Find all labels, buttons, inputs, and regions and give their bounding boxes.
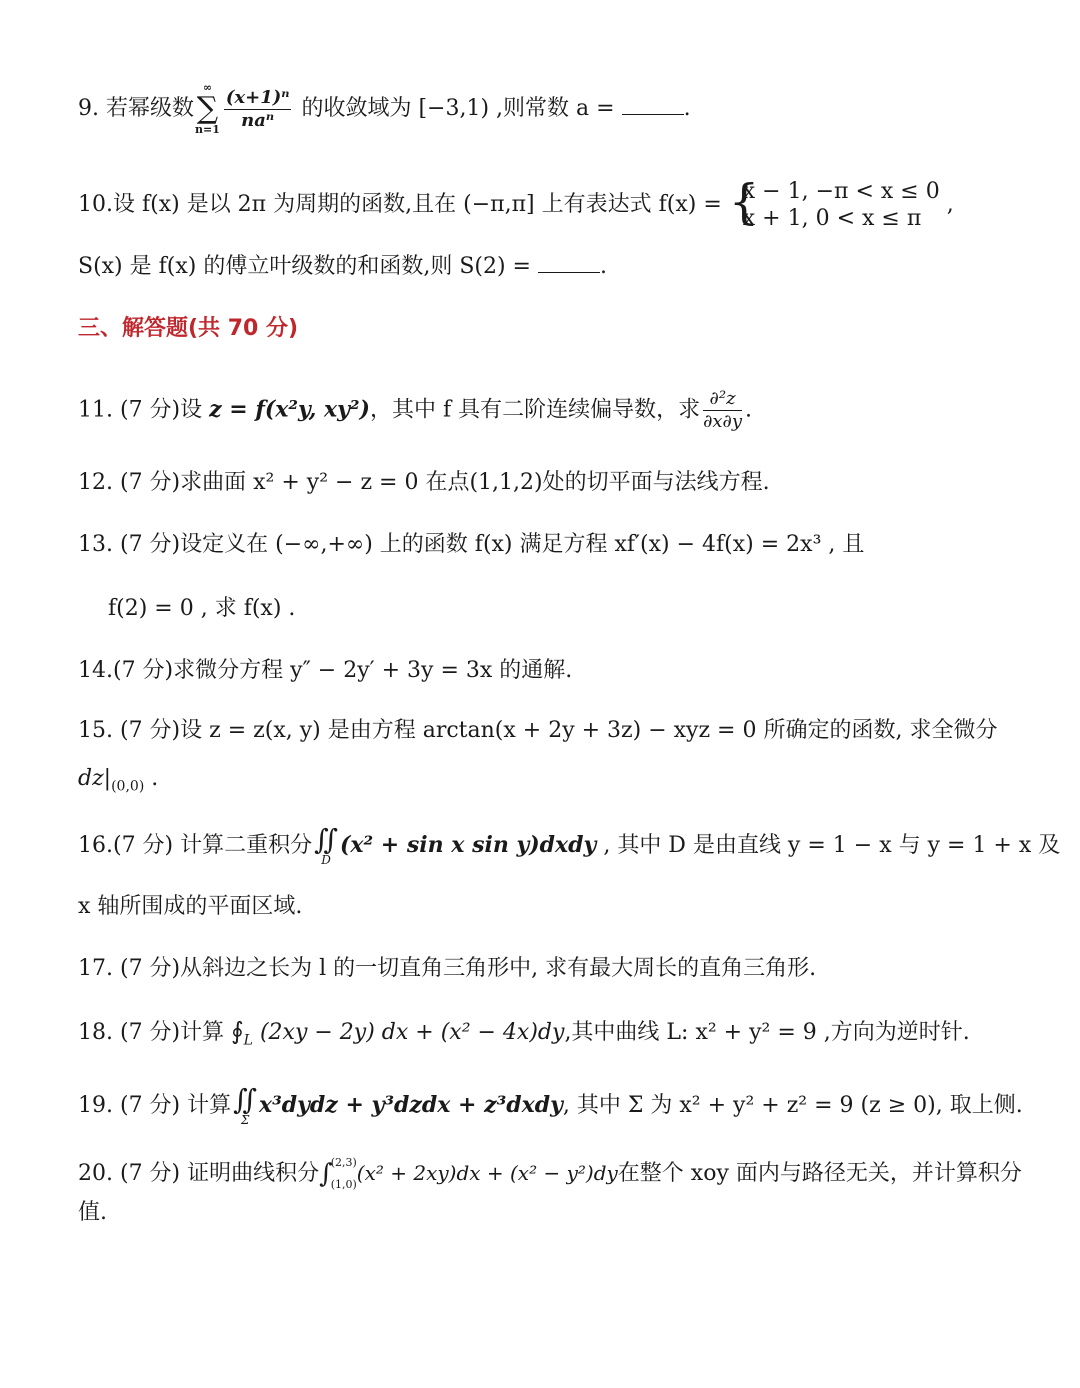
contour-integral-symbol: $∮_L$ <box>231 1017 253 1049</box>
question-18: 18. (7 分)计算 $∮_L$ (2xy − 2y) dx + (x² − 4x)dy,其中曲线 L: x² + y² = 9 ,方向为逆时针. <box>78 1017 970 1049</box>
question-16-line-2: x 轴所围成的平面区域. <box>78 894 303 919</box>
question-16: 16.(7 分) 计算二重积分 ∬ D (x² + sin x sin y)dxdy , 其中 D 是由直线 y = 1 − x 与 y = 1 + x 及 <box>78 823 1061 867</box>
question-10: 10.设 f(x) 是以 2π 为周期的函数,且在 (−π,π] 上有表达式 f(x) = { x − 1, −π < x ≤ 0 x + 1, 0 < x ≤ π , <box>78 174 954 231</box>
question-20-line-2: 值. <box>78 1200 107 1225</box>
q10-label: 10.设 f(x) 是以 2π 为周期的函数,且在 (−π,π] 上有表达式 f(x) = <box>78 192 722 217</box>
line-integral-symbol: ∫ (2,3) (1,0) <box>319 1156 357 1191</box>
section-heading: 三、解答题(共 70 分) <box>78 316 299 341</box>
question-11: 11. (7 分)设 z = f(x²y, xy²)，其中 f 具有二阶连续偏导数，求 $\frac{\text{∂²z}}{\partial x\partial y}$ . <box>78 388 753 432</box>
q18-expression: (2xy − 2y) dx + (x² − 4x)dy <box>259 1020 565 1045</box>
question-14: 14.(7 分)求微分方程 y″ − 2y′ + 3y = 3x 的通解. <box>78 658 573 683</box>
question-13: 13. (7 分)设定义在 (−∞,+∞) 上的函数 f(x) 满足方程 xf′(x) − 4f(x) = 2x³ , 且 <box>78 532 865 557</box>
partial-derivative-fraction: $\frac{\text{∂²z}}{\partial x\partial y}$ <box>703 388 743 432</box>
question-10-line-2: S(x) 是 f(x) 的傅立叶级数的和函数,则 S(2) = . <box>78 254 607 279</box>
q10-answer-blank[interactable] <box>538 252 600 273</box>
summation-symbol: ∞ ∑ n=1 <box>194 81 220 136</box>
question-9: 9. 若幂级数 ∞ ∑ n=1 $\frac{\text{(x+1)ⁿ}}{\text{naⁿ}}$ 的收敛域为 [−3,1) ,则常数 a = . <box>78 81 691 136</box>
double-integral-symbol: ∬ D <box>314 823 338 867</box>
question-12: 12. (7 分)求曲面 x² + y² − z = 0 在点(1,1,2)处的切平面与法线方程. <box>78 470 770 495</box>
question-15-line-2: $dz|_{(0,0)}$ . <box>78 766 159 795</box>
q19-integrand: x³dydz + y³dzdx + z³dxdy <box>258 1092 563 1118</box>
q16-integrand: (x² + sin x sin y)dxdy <box>339 832 597 858</box>
q9-text: 的收敛域为 [−3,1) ,则常数 a = <box>301 96 622 121</box>
q9-answer-blank[interactable] <box>622 94 684 115</box>
question-19: 19. (7 分) 计算 ∬ Σ x³dydz + y³dzdx + z³dxdy, 其中 Σ 为 x² + y² + z² = 9 (z ≥ 0), 取上侧. <box>78 1083 1023 1127</box>
piecewise-function: { x − 1, −π < x ≤ 0 x + 1, 0 < x ≤ π <box>728 174 940 231</box>
question-17: 17. (7 分)从斜边之长为 l 的一切直角三角形中, 求有最大周长的直角三角形. <box>78 956 817 981</box>
piecewise-case-1: x − 1, −π < x ≤ 0 <box>742 179 940 204</box>
series-term-fraction: $\frac{\text{(x+1)ⁿ}}{\text{naⁿ}}$ <box>225 86 290 131</box>
q11-expression: z = f(x²y, xy²) <box>209 396 370 423</box>
q20-integrand: (x² + 2xy)dx + (x² − y²)dy <box>356 1161 618 1185</box>
surface-integral-symbol: ∬ Σ <box>233 1083 257 1127</box>
q9-label: 9. 若幂级数 <box>78 96 194 121</box>
question-15: 15. (7 分)设 z = z(x, y) 是由方程 arctan(x + 2y + 3z) − xyz = 0 所确定的函数, 求全微分 <box>78 718 998 743</box>
question-13-line-2: f(2) = 0 , 求 f(x) . <box>108 596 296 621</box>
question-20: 20. (7 分) 证明曲线积分∫ (2,3) (1,0) (x² + 2xy)dx + (x² − y²)dy在整个 xoy 面内与路径无关，并计算积分 <box>78 1156 1022 1191</box>
piecewise-case-2: x + 1, 0 < x ≤ π <box>742 206 922 231</box>
